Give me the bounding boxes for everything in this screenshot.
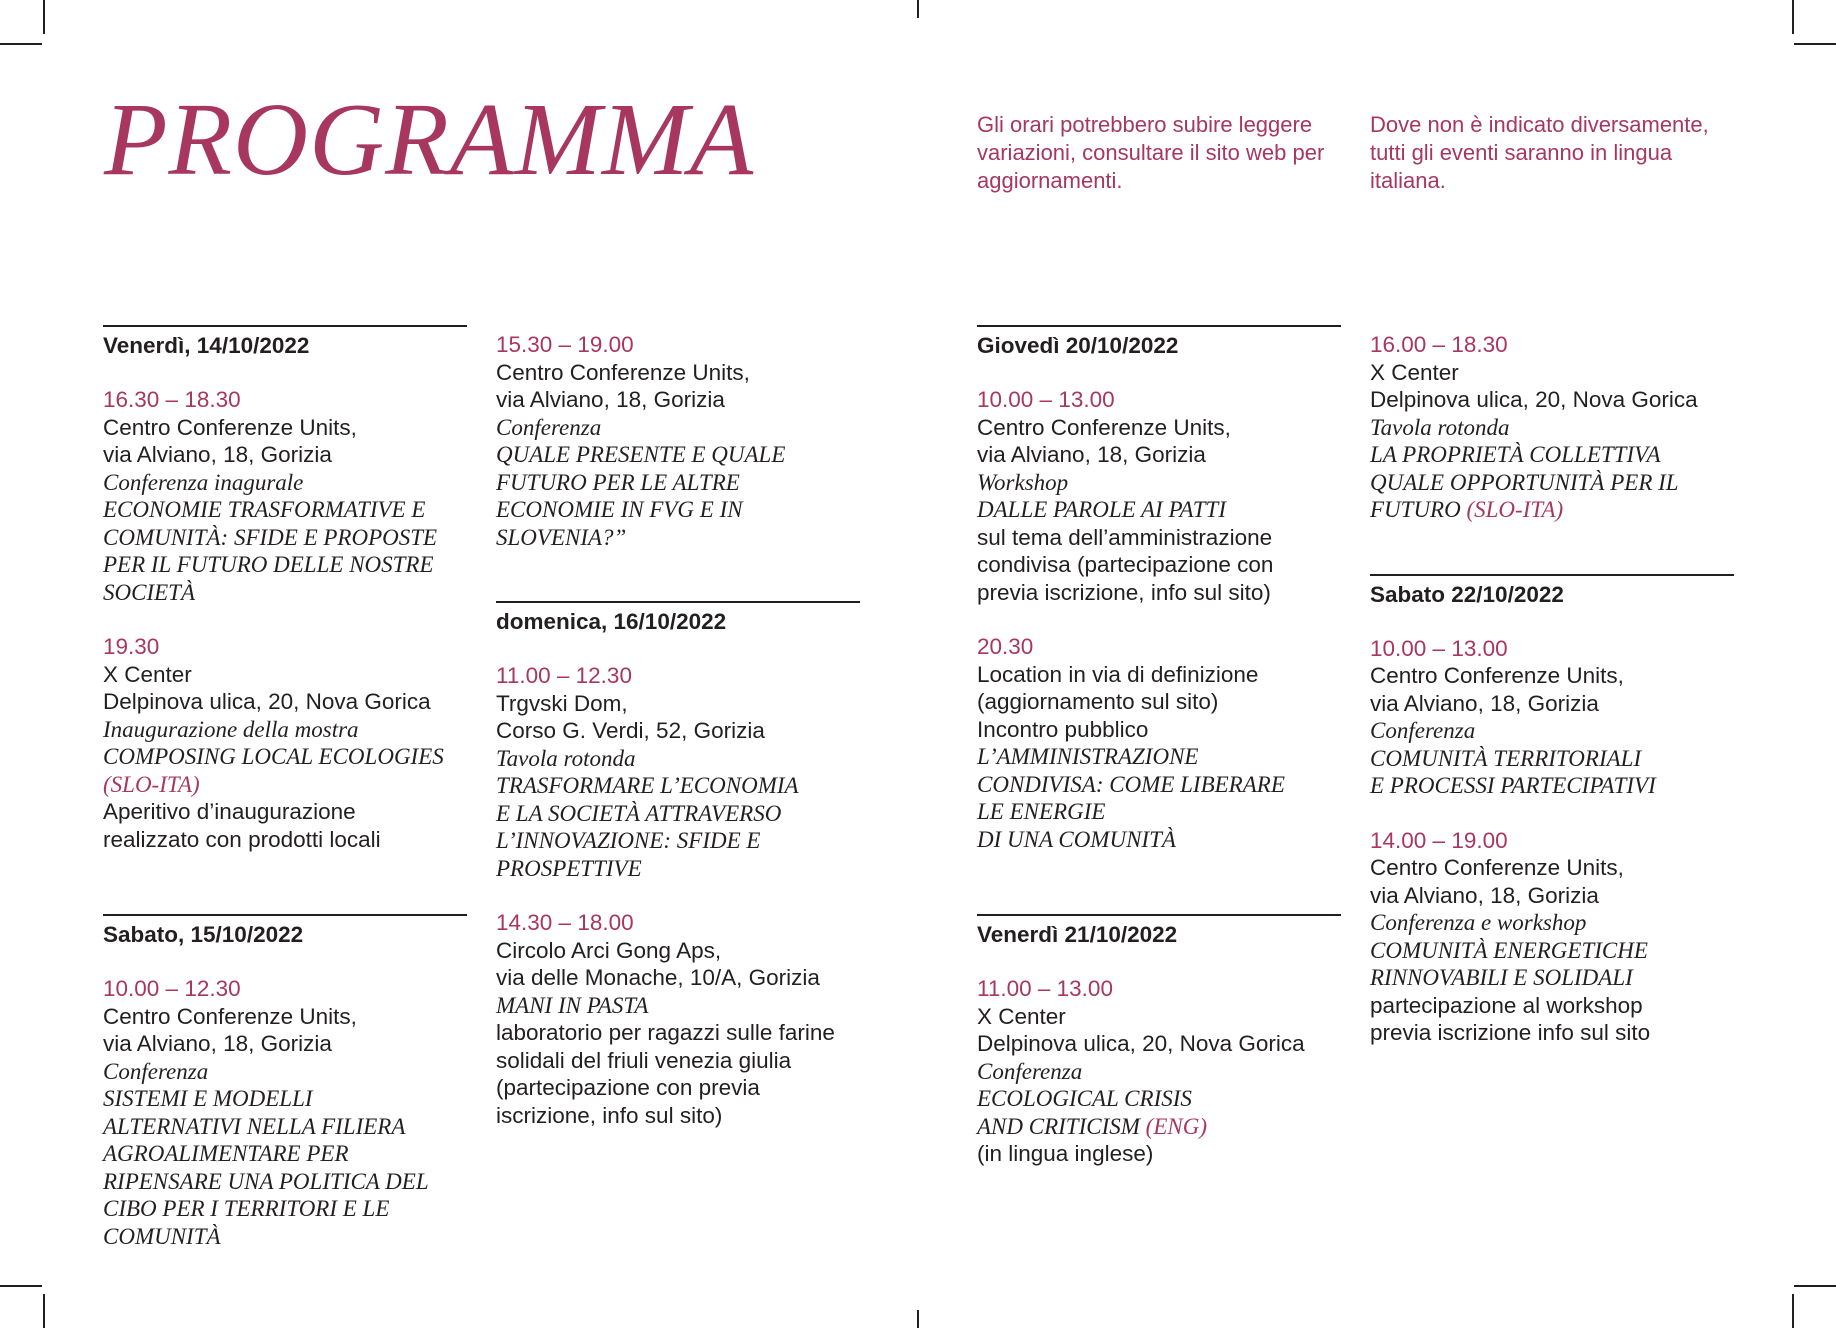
program-column-3 xyxy=(977,325,1341,1168)
crop-mark xyxy=(1794,43,1836,45)
event-address: via Alviano, 18, Gorizia xyxy=(103,442,332,467)
event xyxy=(977,633,1341,853)
crop-mark xyxy=(917,1310,919,1328)
event xyxy=(496,662,860,882)
event-time: 15.30 – 19.00 xyxy=(496,332,634,357)
event-type: Conferenza xyxy=(1370,718,1476,743)
event-type: Conferenza inagurale xyxy=(103,469,304,495)
event-venue: X Center xyxy=(1370,359,1459,385)
event-venue: Trgvski Dom, xyxy=(496,690,628,716)
crop-mark xyxy=(917,0,919,18)
day-header: Venerdì 21/10/2022 xyxy=(977,914,1341,950)
event xyxy=(1370,635,1734,800)
event-title: QUALE OPPORTUNITÀ PER IL xyxy=(1370,469,1679,495)
event xyxy=(496,909,860,1129)
event-title: COMUNITÀ: SFIDE E PROPOSTE xyxy=(103,524,438,550)
event-type: Conferenza xyxy=(496,414,602,440)
event-title: PER IL FUTURO DELLE NOSTRE xyxy=(103,552,434,577)
event-time: 16.30 – 18.30 xyxy=(103,387,241,412)
event-address: via Alviano, 18, Gorizia xyxy=(977,442,1206,467)
event-note: previa iscrizione, info sul sito) xyxy=(977,579,1271,605)
event-title: AGROALIMENTARE PER xyxy=(103,1141,349,1166)
event-time: 16.00 – 18.30 xyxy=(1370,332,1508,357)
event-note: laboratorio per ragazzi sulle farine xyxy=(496,1020,835,1045)
program-column-4 xyxy=(1370,331,1734,1047)
event-title: RINNOVABILI E SOLIDALI xyxy=(1370,965,1633,990)
event-note: iscrizione, info sul sito) xyxy=(496,1102,723,1128)
event-address: via Alviano, 18, Gorizia xyxy=(1370,882,1599,908)
event-title: FUTURO PER LE ALTRE xyxy=(496,469,740,495)
event-title: L’AMMINISTRAZIONE xyxy=(977,744,1199,769)
event-time: 11.00 – 13.00 xyxy=(977,976,1113,1001)
event xyxy=(977,975,1341,1168)
event-title: SISTEMI E MODELLI xyxy=(103,1086,313,1111)
day-header: Sabato 22/10/2022 xyxy=(1370,574,1734,610)
event-title: CONDIVISA: COME LIBERARE xyxy=(977,771,1285,797)
event xyxy=(1370,827,1734,1047)
event-address: via delle Monache, 10/A, Gorizia xyxy=(496,965,820,990)
event-time: 10.00 – 13.00 xyxy=(977,387,1115,412)
event-note: (in lingua inglese) xyxy=(977,1141,1154,1166)
event-address: via Alviano, 18, Gorizia xyxy=(103,1031,332,1056)
event-venue: Centro Conferenze Units, xyxy=(496,359,750,385)
event-venue: Centro Conferenze Units, xyxy=(1370,855,1624,880)
event-address: Corso G. Verdi, 52, Gorizia xyxy=(496,718,765,743)
day-header: Venerdì, 14/10/2022 xyxy=(103,325,467,361)
event-title: SLOVENIA?” xyxy=(496,524,627,550)
event-language: (SLO-ITA) xyxy=(1466,497,1564,522)
event-title: TRASFORMARE L’ECONOMIA xyxy=(496,773,799,798)
event-title: ECONOMIE IN FVG E IN xyxy=(496,497,743,522)
event-note: solidali del friuli venezia giulia xyxy=(496,1047,792,1073)
event-time: 10.00 – 12.30 xyxy=(103,976,241,1001)
event-title: E PROCESSI PARTECIPATIVI xyxy=(1370,773,1656,798)
event-title: DI UNA COMUNITÀ xyxy=(977,826,1176,852)
crop-mark xyxy=(43,0,45,34)
event-address: Delpinova ulica, 20, Nova Gorica xyxy=(977,1031,1305,1056)
event xyxy=(977,386,1341,606)
event-venue: X Center xyxy=(103,661,192,687)
event-type: Incontro pubblico xyxy=(977,716,1149,742)
event-title: PROSPETTIVE xyxy=(496,855,642,881)
event-time: 19.30 xyxy=(103,634,160,659)
event-title: DALLE PAROLE AI PATTI xyxy=(977,497,1226,522)
event xyxy=(103,386,467,606)
crop-mark xyxy=(1794,1285,1836,1287)
crop-mark xyxy=(1792,1294,1794,1328)
event-title: CIBO PER I TERRITORI E LE xyxy=(103,1196,390,1221)
crop-mark xyxy=(0,1285,42,1287)
event-title: LA PROPRIETÀ COLLETTIVA xyxy=(1370,442,1661,467)
event-venue: Centro Conferenze Units, xyxy=(103,414,357,440)
event-type: Conferenza e workshop xyxy=(1370,910,1587,935)
event-address: via Alviano, 18, Gorizia xyxy=(496,387,725,412)
event-venue: Location in via di definizione xyxy=(977,661,1259,687)
event xyxy=(103,975,467,1250)
event-note: realizzato con prodotti locali xyxy=(103,826,381,852)
event-title: SOCIETÀ xyxy=(103,579,195,605)
event-title: FUTURO xyxy=(1370,497,1461,522)
event-note: sul tema dell’amministrazione xyxy=(977,524,1273,550)
event-note: Aperitivo d’inaugurazione xyxy=(103,799,356,824)
event-venue: Centro Conferenze Units, xyxy=(977,414,1231,440)
event-venue: X Center xyxy=(977,1003,1066,1029)
event-note: previa iscrizione info sul sito xyxy=(1370,1020,1651,1045)
event-title: QUALE PRESENTE E QUALE xyxy=(496,442,786,467)
event-title: COMUNITÀ TERRITORIALI xyxy=(1370,745,1642,771)
event-time: 11.00 – 12.30 xyxy=(496,663,632,688)
event xyxy=(1370,331,1734,524)
event-title: L’INNOVAZIONE: SFIDE E xyxy=(496,828,761,853)
event-title: COMPOSING LOCAL ECOLOGIES xyxy=(103,744,444,769)
event-type: Inaugurazione della mostra xyxy=(103,716,359,742)
day-header: Giovedì 20/10/2022 xyxy=(977,325,1341,361)
event-time: 20.30 xyxy=(977,634,1034,659)
event-title: E LA SOCIETÀ ATTRAVERSO xyxy=(496,800,782,826)
event-type: Tavola rotonda xyxy=(496,745,636,771)
event-address: via Alviano, 18, Gorizia xyxy=(1370,690,1599,716)
language-note: Dove non è indicato diversamente, tutti gli eventi saranno in lingua italiana. xyxy=(1370,112,1709,193)
event-time: 10.00 – 13.00 xyxy=(1370,635,1508,661)
crop-mark xyxy=(0,43,42,45)
event-time: 14.30 – 18.00 xyxy=(496,910,634,935)
event-type: Conferenza xyxy=(103,1058,209,1084)
event-title: RIPENSARE UNA POLITICA DEL xyxy=(103,1168,429,1194)
event-address: Delpinova ulica, 20, Nova Gorica xyxy=(103,689,431,714)
event-title: ECONOMIE TRASFORMATIVE E xyxy=(103,497,426,522)
event-note: condivisa (partecipazione con xyxy=(977,552,1274,577)
event-title: COMUNITÀ ENERGETICHE xyxy=(1370,937,1648,963)
event-title: MANI IN PASTA xyxy=(496,992,649,1018)
schedule-note: Gli orari potrebbero subire leggere variazioni, consultare il sito web per aggiornamenti. xyxy=(977,112,1325,193)
crop-mark xyxy=(1792,0,1794,34)
event-venue: Centro Conferenze Units, xyxy=(103,1003,357,1029)
event-note: (aggiornamento sul sito) xyxy=(977,689,1219,714)
page-title: PROGRAMMA xyxy=(104,82,755,197)
program-column-2 xyxy=(496,331,860,1129)
crop-mark xyxy=(43,1294,45,1328)
event-note: partecipazione al workshop xyxy=(1370,992,1643,1018)
event-title: AND CRITICISM xyxy=(977,1113,1140,1139)
event-venue: Centro Conferenze Units, xyxy=(1370,663,1624,688)
event-title: LE ENERGIE xyxy=(977,799,1106,824)
event-language: (SLO-ITA) xyxy=(103,771,200,797)
event-note: (partecipazione con previa xyxy=(496,1075,760,1100)
event-address: Delpinova ulica, 20, Nova Gorica xyxy=(1370,387,1698,412)
event-type: Workshop xyxy=(977,469,1069,495)
event-title: ALTERNATIVI NELLA FILIERA xyxy=(103,1113,406,1139)
event-type: Conferenza xyxy=(977,1058,1083,1084)
event-title: ECOLOGICAL CRISIS xyxy=(977,1086,1192,1111)
event-type: Tavola rotonda xyxy=(1370,414,1510,440)
event-language: (ENG) xyxy=(1145,1113,1207,1139)
event xyxy=(496,331,860,551)
day-header: domenica, 16/10/2022 xyxy=(496,601,860,637)
program-column-1 xyxy=(103,325,467,1250)
event xyxy=(103,633,467,853)
day-header: Sabato, 15/10/2022 xyxy=(103,914,467,950)
event-time: 14.00 – 19.00 xyxy=(1370,827,1508,853)
event-venue: Circolo Arci Gong Aps, xyxy=(496,937,722,963)
event-title: COMUNITÀ xyxy=(103,1223,221,1249)
